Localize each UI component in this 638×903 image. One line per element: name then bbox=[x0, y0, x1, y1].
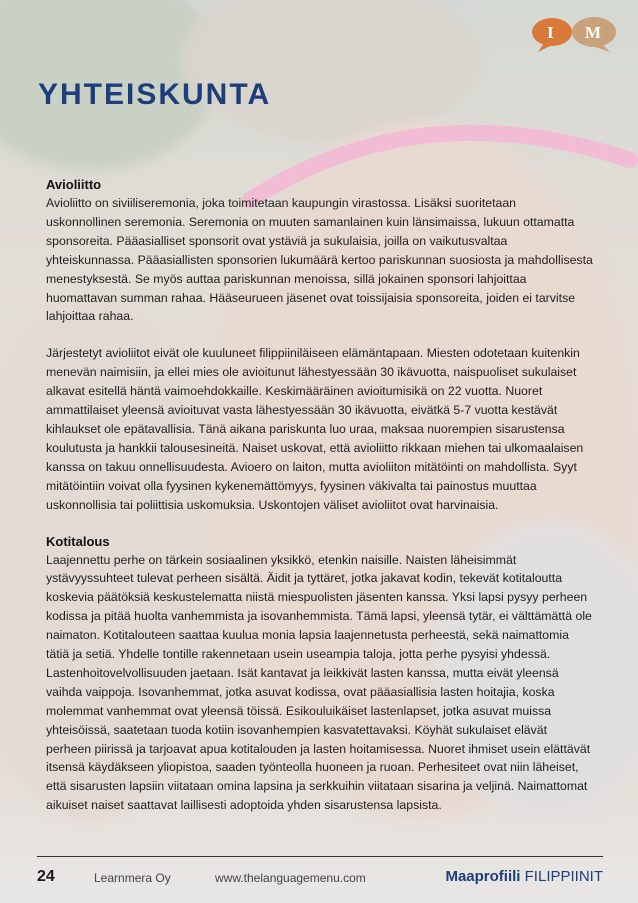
speech-bubbles-logo-icon bbox=[530, 14, 618, 54]
footer bbox=[37, 868, 603, 888]
paragraph: Laajennettu perhe on tärkein sosiaalinen yksikkö, etenkin naisille. Naisten läheisimmät ystävyyssuhteet tulevat perheen sisältä. Äidit ja tyttäret, jotka jakavat kodin, tekevät kotitaloutta koskevia päätöksiä keskustelematta niistä miespuolisten jäsenten kanssa. Yksi lapsi pysyy perheen kodissa ja pitää huolta vanhemmista ja isovanhemmista. Tämä lapsi, yleensä tytär, ei välttämättä ole naimaton. Kotitalouteen saattaa kuulua monia lapsia laajennetusta perheestä, sekä naimattomia tätiä ja setiä. Yhdelle tontille rakennetaan usein useampia taloja, jotta perhe pysyisi yhdessä. Lastenhoitovelvollisuuden jaetaan. Isät kantavat ja leikkivät lasten kanssa, mutta eivät yleensä vaihda vaippoja. Isovanhemmat, jotka asuvat kodissa, ovat pääasiallisia lasten hoitajia, koska molemmat vanhemmat ovat yleensä töissä. Esikouluikäiset lastenlapset, jotka asuvat muissa yhteisöissä, saatetaan tuoda kotiin isovanhempien kasvatettavaksi. Köyhät sukulaiset elävät perheen piirissä ja tarjoavat apua kotitalouden ja lasten hoitamisessa. Nuoret ihmiset usein elättävät itsensä käydäkseen yliopistoa, saaden työnteolla huoneen ja ruoan. Perhesiteet ovat niin läheiset, että sisarusten lapsiin viitataan omina lapsina ja serkkuihin viitataan sisarina ja veljinä. Naimattomat aikuiset naiset saattavat laillisesti adoptoida yhden sisarustensa lapsista. bbox=[46, 552, 592, 813]
paragraph: Järjestetyt avioliitot eivät ole kuuluneet filippiiniläiseen elämäntapaan. Miesten odotetaan kuitenkin menevän naimisiin, ja ellei mies ole avioitunut lähestyessään 30 ikävuotta, naispuoliset sukulaiset alkavat esitellä häntä vaimoehdokkaille. Keskimääräinen avioitumisikä on 22 vuotta. Nuoret ammattilaiset yleensä avioituvat vasta lähestyessään 30 ikävuotta, eivätkä 5-7 vuotta kestävät kihlaukset ole epätavallisia. Tänä aikana pariskunta luo uraa, maksaa nuorempien sisarustensa koulutusta ja hankkii talousesineitä. Naiset uskovat, että avioliitto rikkaan miehen tai ulkomaalaisen kanssa on takuu onnellisuudesta. Avioero on laiton, mutta avioliiton mitätöinti on mahdollista. Syyt mitätöintiin voivat olla fyysinen kykenemättömyys, fyysinen väkivalta tai painostus muuttaa uskonnollisia tai poliittisia uskomuksia. Uskontojen väliset avioliitot ovat harvinaisia. bbox=[46, 346, 584, 512]
logo-right-letter: M bbox=[585, 23, 602, 42]
page-number: 24 bbox=[37, 868, 55, 885]
website-link[interactable]: www.thelanguagemenu.com bbox=[215, 871, 366, 885]
paragraph: Avioliitto on siviiliseremonia, joka toimitetaan kaupungin virastossa. Lisäksi suoritetaan uskonnollinen seremonia. Seremonia on muuten samanlainen kuin länsimaissa, lukuun ottamatta sponsoreita. Pääasialliset sponsorit ovat ystäviä ja sukulaisia, joilla on vaikutusvaltaa yhteiskunnassa. Pääasiallisten sponsorien lukumäärä kertoo pariskunnan suosiosta ja mahdollisesta menestyksestä. Se myös auttaa pariskunnan menoissa, sillä jokainen sponsori lahjoittaa huomattavan summan rahaa. Hääseurueen jäsenet ovat toissijaisia sponsoreita, joiden ei tarvitse lahjoittaa rahaa. bbox=[46, 196, 593, 324]
doc-title-country: FILIPPIINIT bbox=[524, 868, 603, 885]
document-title bbox=[445, 868, 603, 885]
section-marriage bbox=[46, 176, 594, 515]
section-household bbox=[46, 533, 594, 816]
page-title: YHTEISKUNTA bbox=[38, 78, 272, 111]
section-heading: Avioliitto bbox=[46, 177, 102, 192]
main-content bbox=[46, 176, 594, 815]
doc-title-main: Maaprofiili bbox=[445, 868, 521, 885]
footer-divider bbox=[37, 856, 603, 857]
logo-left-letter: I bbox=[547, 23, 554, 42]
section-heading: Kotitalous bbox=[46, 533, 110, 549]
company-name: Learnmera Oy bbox=[94, 871, 171, 885]
